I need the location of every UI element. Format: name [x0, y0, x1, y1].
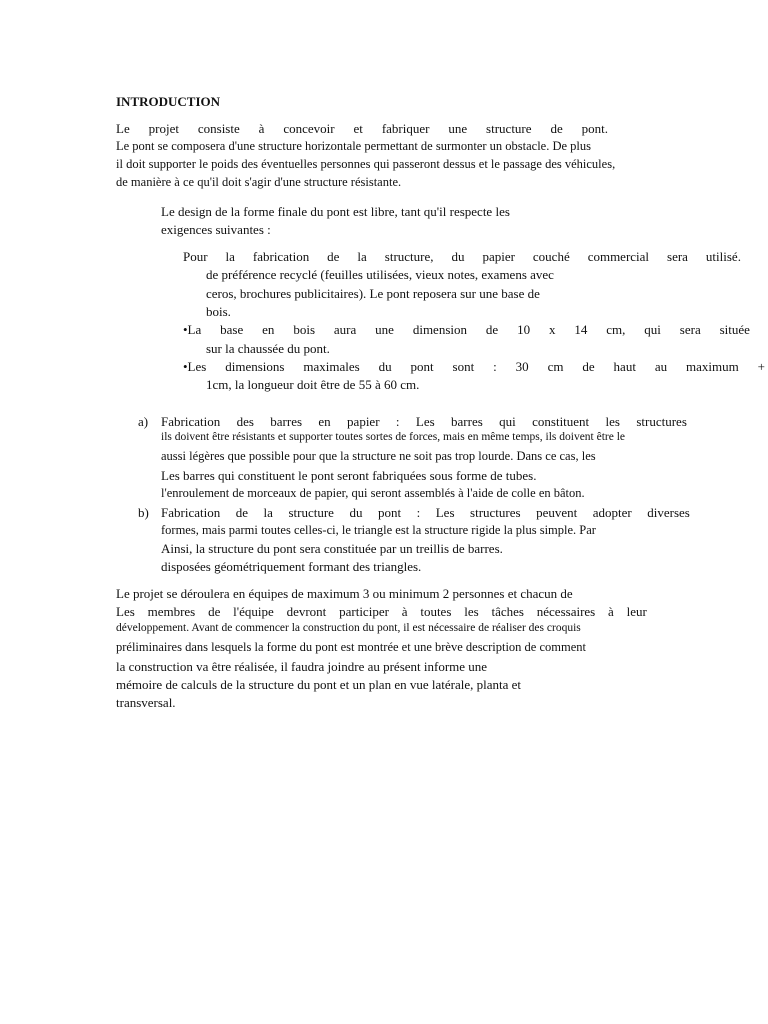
word: 14: [574, 322, 588, 337]
word: maximum: [686, 359, 739, 374]
closing-line-7: transversal.: [116, 695, 176, 710]
word: dimensions: [225, 359, 285, 374]
word: pont.: [581, 121, 608, 136]
word: base: [220, 322, 244, 337]
design-line-2: exigences suivantes :: [161, 222, 271, 237]
section-heading: INTRODUCTION: [116, 94, 221, 109]
word: les: [605, 414, 620, 429]
word: haut: [613, 359, 636, 374]
word: cm: [547, 359, 564, 374]
list-marker-b: b): [138, 505, 149, 520]
word: membres: [147, 604, 196, 619]
word: papier: [482, 249, 515, 264]
intro-line-1: [116, 122, 608, 135]
word: les: [464, 604, 479, 619]
word: couché: [532, 249, 570, 264]
word: fabrication: [252, 249, 310, 264]
word: Fabrication: [161, 505, 221, 520]
word: x: [548, 322, 556, 337]
requirement-line-8: 1cm, la longueur doit être de 55 à 60 cm.: [206, 377, 420, 392]
word: Les: [415, 414, 435, 429]
word: cm,: [606, 322, 626, 337]
word: diverses: [647, 505, 690, 520]
word: à: [401, 604, 408, 619]
word: bois: [293, 322, 315, 337]
word: Le: [116, 121, 130, 136]
word: qui: [499, 414, 516, 429]
word: concevoir: [283, 121, 335, 136]
word: et: [353, 121, 363, 136]
word: de: [550, 121, 563, 136]
word: barres: [270, 414, 303, 429]
word: fabriquer: [381, 121, 430, 136]
list-b-line-4: disposées géométriquement formant des triangles.: [161, 559, 422, 574]
word: commercial: [587, 249, 650, 264]
word: •Les: [183, 359, 207, 374]
word: tâches: [491, 604, 524, 619]
word: leur: [626, 604, 647, 619]
word: au: [654, 359, 668, 374]
word: du: [378, 359, 392, 374]
closing-line-3: développement. Avant de commencer la construction du pont, il est nécessaire de réaliser des croquis: [116, 622, 581, 634]
word: de: [485, 322, 499, 337]
word: pont: [377, 505, 402, 520]
word: de: [582, 359, 595, 374]
list-a-line-1: [161, 415, 687, 428]
word: la: [225, 249, 235, 264]
word: de: [235, 505, 249, 520]
word: la: [263, 505, 273, 520]
word: sont: [452, 359, 475, 374]
word: :: [395, 414, 400, 429]
word: constituent: [532, 414, 590, 429]
closing-line-5: la construction va être réalisée, il faudra joindre au présent informe une: [116, 659, 488, 674]
word: de: [208, 604, 221, 619]
word: :: [493, 359, 497, 374]
word: l'équipe: [233, 604, 274, 619]
word: papier: [347, 414, 380, 429]
word: adopter: [592, 505, 632, 520]
word: la: [357, 249, 367, 264]
word: située: [719, 322, 750, 337]
word: à: [608, 604, 614, 619]
word: nécessaires: [536, 604, 596, 619]
word: du: [349, 505, 363, 520]
list-a-line-3: aussi légères que possible pour que la structure ne soit pas trop lourde. Dans ce cas, les: [161, 449, 596, 463]
word: structures: [470, 505, 521, 520]
closing-line-2: [116, 605, 647, 618]
list-marker-a: a): [138, 414, 149, 429]
word: sera: [679, 322, 701, 337]
word: barres: [451, 414, 483, 429]
word: une: [375, 322, 394, 337]
list-b-line-3: Ainsi, la structure du pont sera constituée par un treillis de barres.: [161, 541, 503, 556]
word: structure,: [384, 249, 434, 264]
requirement-bullet-1: [183, 323, 750, 336]
word: structure: [288, 505, 334, 520]
word: une: [448, 121, 468, 136]
word: de: [327, 249, 340, 264]
intro-line-3: il doit supporter le poids des éventuelles personnes qui passeront dessus et le passage des véhicules,: [116, 157, 616, 171]
word: sera: [667, 249, 688, 264]
word: •La: [183, 322, 202, 337]
closing-line-1: Le projet se déroulera en équipes de maximum 3 ou minimum 2 personnes et chacun de: [116, 586, 573, 601]
word: en: [262, 322, 275, 337]
word: Pour: [183, 249, 208, 264]
list-a-line-5: l'enroulement de morceaux de papier, qui seront assemblés à l'aide de colle en bâton.: [161, 486, 585, 500]
word: Les: [116, 604, 135, 619]
intro-line-4: de manière à ce qu'il doit s'agir d'une structure résistante.: [116, 175, 402, 189]
word: dimension: [412, 322, 467, 337]
word: qui: [644, 322, 661, 337]
word: à: [258, 121, 265, 136]
word: pont: [410, 359, 434, 374]
word: consiste: [197, 121, 240, 136]
word: participer: [339, 604, 389, 619]
word: Fabrication: [161, 414, 221, 429]
list-b-line-1: [161, 506, 690, 519]
word: :: [416, 505, 421, 520]
word: structures: [636, 414, 687, 429]
word: projet: [148, 121, 179, 136]
requirement-line-6: sur la chaussée du pont.: [206, 341, 330, 356]
closing-line-6: mémoire de calculs de la structure du pont et un plan en vue latérale, planta et: [116, 677, 522, 692]
word: maximales: [303, 359, 360, 374]
word: peuvent: [536, 505, 578, 520]
word: +: [757, 359, 765, 374]
list-a-line-4: Les barres qui constituent le pont seront fabriquées sous forme de tubes.: [161, 468, 537, 483]
word: toutes: [420, 604, 452, 619]
word: utilisé.: [705, 249, 741, 264]
word: du: [451, 249, 465, 264]
word: en: [318, 414, 331, 429]
closing-line-4: préliminaires dans lesquels la forme du pont est montrée et une brève description de comment: [116, 640, 586, 654]
requirement-line-3: ceros, brochures publicitaires). Le pont reposera sur une base de: [206, 286, 540, 301]
word: des: [236, 414, 254, 429]
list-a-line-2: ils doivent être résistants et supporter toutes sortes de forces, mais en même temps, ils doivent être le: [161, 431, 626, 443]
word: aura: [333, 322, 357, 337]
word: 30: [515, 359, 529, 374]
list-b-line-2: formes, mais parmi toutes celles-ci, le triangle est la structure rigide la plus simple. Par: [161, 523, 596, 537]
word: structure: [486, 121, 532, 136]
requirement-line-1: [183, 250, 741, 263]
requirement-line-2: de préférence recyclé (feuilles utilisées, vieux notes, examens avec: [206, 267, 554, 282]
word: 10: [517, 322, 531, 337]
word: devront: [286, 604, 327, 619]
word: Les: [435, 505, 455, 520]
intro-line-2: Le pont se composera d'une structure horizontale permettant de surmonter un obstacle. De plus: [116, 139, 592, 153]
requirement-bullet-2: [183, 360, 765, 373]
requirement-line-4: bois.: [206, 304, 231, 319]
design-line-1: Le design de la forme finale du pont est libre, tant qu'il respecte les: [161, 204, 510, 219]
